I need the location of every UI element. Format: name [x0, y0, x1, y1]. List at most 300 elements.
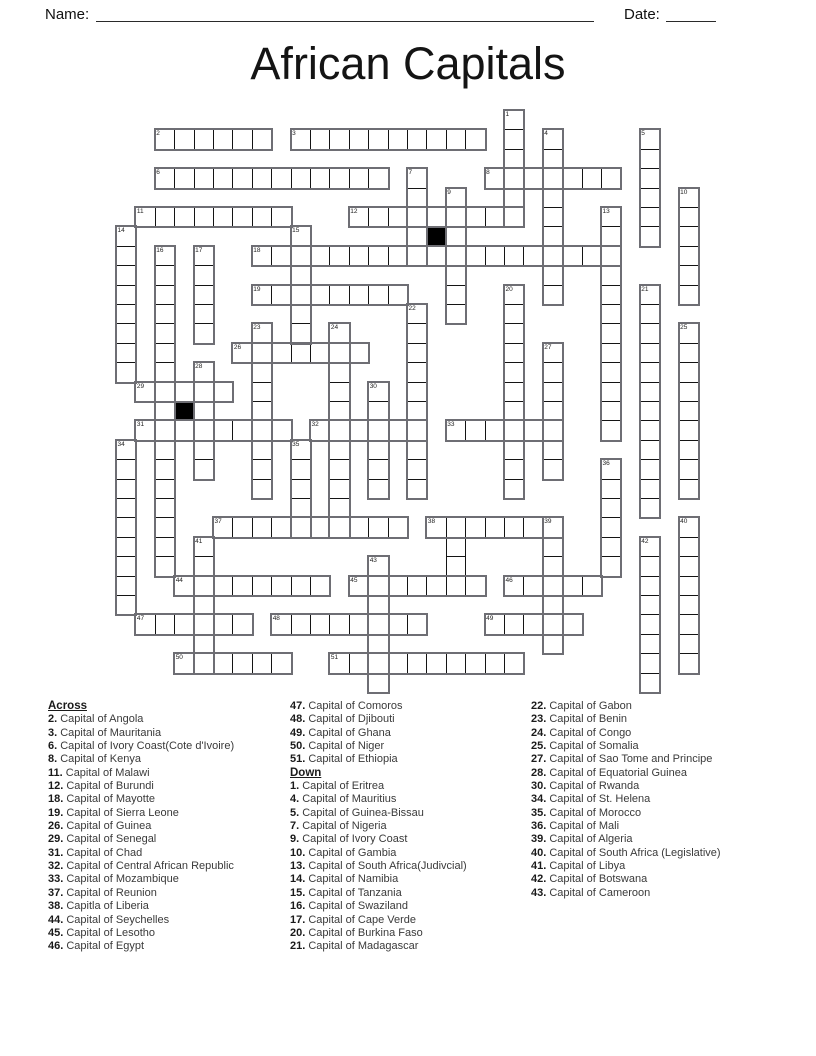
grid-cell[interactable]	[271, 517, 291, 537]
grid-cell[interactable]	[252, 168, 272, 188]
grid-cell[interactable]	[368, 673, 388, 693]
grid-cell[interactable]	[543, 362, 563, 382]
grid-cell[interactable]	[679, 459, 699, 479]
grid-cell[interactable]	[446, 576, 466, 596]
grid-cell[interactable]	[465, 129, 485, 149]
grid-cell[interactable]	[291, 265, 311, 285]
grid-cell[interactable]	[174, 576, 194, 596]
grid-cell[interactable]	[388, 517, 408, 537]
grid-cell[interactable]	[116, 323, 136, 343]
grid-cell[interactable]	[213, 129, 233, 149]
grid-cell[interactable]	[523, 246, 543, 266]
grid-cell[interactable]	[388, 420, 408, 440]
grid-cell[interactable]	[485, 653, 505, 673]
grid-cell[interactable]	[368, 634, 388, 654]
grid-cell[interactable]	[601, 420, 621, 440]
grid-cell[interactable]	[640, 440, 660, 460]
grid-cell[interactable]	[426, 129, 446, 149]
grid-cell[interactable]	[329, 323, 349, 343]
grid-cell[interactable]	[291, 168, 311, 188]
grid-cell[interactable]	[446, 304, 466, 324]
grid-cell[interactable]	[562, 246, 582, 266]
grid-cell[interactable]	[116, 285, 136, 305]
grid-cell[interactable]	[465, 653, 485, 673]
grid-cell[interactable]	[291, 517, 311, 537]
grid-cell[interactable]	[349, 653, 369, 673]
grid-cell[interactable]	[407, 382, 427, 402]
grid-cell[interactable]	[485, 207, 505, 227]
grid-cell[interactable]	[116, 440, 136, 460]
grid-cell[interactable]	[135, 420, 155, 440]
grid-cell[interactable]	[543, 420, 563, 440]
grid-cell[interactable]	[543, 265, 563, 285]
grid-cell[interactable]	[640, 168, 660, 188]
grid-cell[interactable]	[407, 304, 427, 324]
grid-cell[interactable]	[271, 420, 291, 440]
grid-cell[interactable]	[543, 226, 563, 246]
grid-cell[interactable]	[446, 556, 466, 576]
grid-cell[interactable]	[194, 246, 214, 266]
grid-cell[interactable]	[135, 207, 155, 227]
grid-cell[interactable]	[174, 420, 194, 440]
grid-cell[interactable]	[310, 168, 330, 188]
grid-cell[interactable]	[155, 265, 175, 285]
grid-cell[interactable]	[640, 576, 660, 596]
grid-cell[interactable]	[232, 653, 252, 673]
grid-cell[interactable]	[252, 459, 272, 479]
grid-cell[interactable]	[407, 188, 427, 208]
grid-cell[interactable]	[271, 207, 291, 227]
grid-cell[interactable]	[194, 614, 214, 634]
grid-cell[interactable]	[329, 362, 349, 382]
grid-cell[interactable]	[640, 188, 660, 208]
grid-cell[interactable]	[174, 129, 194, 149]
grid-cell[interactable]	[543, 459, 563, 479]
grid-cell[interactable]	[601, 459, 621, 479]
grid-cell[interactable]	[640, 653, 660, 673]
grid-cell[interactable]	[601, 362, 621, 382]
grid-cell[interactable]	[329, 653, 349, 673]
grid-cell[interactable]	[116, 304, 136, 324]
grid-cell[interactable]	[504, 129, 524, 149]
grid-cell[interactable]	[679, 401, 699, 421]
grid-cell[interactable]	[640, 129, 660, 149]
grid-cell[interactable]	[543, 614, 563, 634]
grid-cell[interactable]	[329, 498, 349, 518]
grid-cell[interactable]	[310, 576, 330, 596]
grid-cell[interactable]	[582, 576, 602, 596]
grid-cell[interactable]	[232, 420, 252, 440]
grid-cell[interactable]	[388, 614, 408, 634]
grid-cell[interactable]	[485, 614, 505, 634]
grid-cell[interactable]	[601, 343, 621, 363]
grid-cell[interactable]	[504, 149, 524, 169]
grid-cell[interactable]	[601, 207, 621, 227]
grid-cell[interactable]	[485, 168, 505, 188]
grid-cell[interactable]	[349, 285, 369, 305]
grid-cell[interactable]	[252, 285, 272, 305]
grid-cell[interactable]	[155, 459, 175, 479]
grid-cell[interactable]	[155, 401, 175, 421]
grid-cell[interactable]	[213, 382, 233, 402]
grid-cell[interactable]	[601, 517, 621, 537]
grid-cell[interactable]	[485, 420, 505, 440]
grid-cell[interactable]	[388, 129, 408, 149]
grid-cell[interactable]	[368, 420, 388, 440]
grid-cell[interactable]	[504, 362, 524, 382]
grid-cell[interactable]	[485, 517, 505, 537]
grid-cell[interactable]	[252, 323, 272, 343]
grid-cell[interactable]	[504, 440, 524, 460]
grid-cell[interactable]	[679, 576, 699, 596]
grid-cell[interactable]	[349, 207, 369, 227]
grid-cell[interactable]	[194, 323, 214, 343]
grid-cell[interactable]	[679, 285, 699, 305]
grid-cell[interactable]	[116, 265, 136, 285]
grid-cell[interactable]	[388, 653, 408, 673]
grid-cell[interactable]	[368, 595, 388, 615]
grid-cell[interactable]	[271, 576, 291, 596]
grid-cell[interactable]	[601, 498, 621, 518]
grid-cell[interactable]	[543, 595, 563, 615]
grid-cell[interactable]	[504, 168, 524, 188]
grid-cell[interactable]	[504, 285, 524, 305]
grid-cell[interactable]	[543, 556, 563, 576]
grid-cell[interactable]	[523, 420, 543, 440]
grid-cell[interactable]	[446, 207, 466, 227]
grid-cell[interactable]	[679, 634, 699, 654]
grid-cell[interactable]	[252, 382, 272, 402]
grid-cell[interactable]	[679, 537, 699, 557]
grid-cell[interactable]	[213, 420, 233, 440]
grid-cell[interactable]	[368, 168, 388, 188]
grid-cell[interactable]	[679, 556, 699, 576]
grid-cell[interactable]	[329, 479, 349, 499]
grid-cell[interactable]	[465, 246, 485, 266]
grid-cell[interactable]	[194, 420, 214, 440]
grid-cell[interactable]	[679, 653, 699, 673]
grid-cell[interactable]	[601, 246, 621, 266]
grid-cell[interactable]	[155, 168, 175, 188]
grid-cell[interactable]	[407, 576, 427, 596]
grid-cell[interactable]	[174, 168, 194, 188]
grid-cell[interactable]	[407, 343, 427, 363]
grid-cell[interactable]	[232, 168, 252, 188]
grid-cell[interactable]	[679, 323, 699, 343]
grid-cell[interactable]	[543, 343, 563, 363]
grid-cell[interactable]	[504, 517, 524, 537]
grid-cell[interactable]	[504, 576, 524, 596]
grid-cell[interactable]	[213, 168, 233, 188]
grid-cell[interactable]	[291, 498, 311, 518]
grid-cell[interactable]	[329, 343, 349, 363]
date-input-line[interactable]	[666, 6, 716, 22]
grid-cell[interactable]	[252, 653, 272, 673]
grid-cell[interactable]	[116, 479, 136, 499]
grid-cell[interactable]	[368, 207, 388, 227]
grid-cell[interactable]	[194, 595, 214, 615]
grid-cell[interactable]	[349, 517, 369, 537]
grid-cell[interactable]	[679, 207, 699, 227]
grid-cell[interactable]	[291, 459, 311, 479]
grid-cell[interactable]	[116, 246, 136, 266]
grid-cell[interactable]	[252, 420, 272, 440]
grid-cell[interactable]	[601, 285, 621, 305]
grid-cell[interactable]	[388, 246, 408, 266]
grid-cell[interactable]	[679, 595, 699, 615]
grid-cell[interactable]	[407, 614, 427, 634]
grid-cell[interactable]	[679, 265, 699, 285]
grid-cell[interactable]	[291, 479, 311, 499]
grid-cell[interactable]	[543, 537, 563, 557]
grid-cell[interactable]	[349, 246, 369, 266]
grid-cell[interactable]	[155, 246, 175, 266]
grid-cell[interactable]	[679, 614, 699, 634]
grid-cell[interactable]	[329, 129, 349, 149]
grid-cell[interactable]	[407, 401, 427, 421]
grid-cell[interactable]	[232, 207, 252, 227]
grid-cell[interactable]	[271, 653, 291, 673]
grid-cell[interactable]	[368, 576, 388, 596]
grid-cell[interactable]	[349, 168, 369, 188]
grid-cell[interactable]	[679, 517, 699, 537]
grid-cell[interactable]	[329, 517, 349, 537]
grid-cell[interactable]	[523, 168, 543, 188]
grid-cell[interactable]	[329, 459, 349, 479]
grid-cell[interactable]	[291, 323, 311, 343]
grid-cell[interactable]	[407, 226, 427, 246]
grid-cell[interactable]	[601, 479, 621, 499]
grid-cell[interactable]	[329, 382, 349, 402]
grid-cell[interactable]	[174, 207, 194, 227]
grid-cell[interactable]	[291, 576, 311, 596]
grid-cell[interactable]	[523, 614, 543, 634]
grid-cell[interactable]	[116, 498, 136, 518]
grid-cell[interactable]	[640, 420, 660, 440]
grid-cell[interactable]	[446, 226, 466, 246]
grid-cell[interactable]	[601, 226, 621, 246]
grid-cell[interactable]	[252, 576, 272, 596]
grid-cell[interactable]	[368, 517, 388, 537]
grid-cell[interactable]	[640, 479, 660, 499]
grid-cell[interactable]	[640, 343, 660, 363]
grid-cell[interactable]	[116, 537, 136, 557]
grid-cell[interactable]	[155, 382, 175, 402]
grid-cell[interactable]	[368, 246, 388, 266]
grid-cell[interactable]	[155, 556, 175, 576]
grid-cell[interactable]	[582, 246, 602, 266]
grid-cell[interactable]	[523, 576, 543, 596]
grid-cell[interactable]	[679, 420, 699, 440]
grid-cell[interactable]	[446, 285, 466, 305]
grid-cell[interactable]	[194, 401, 214, 421]
grid-cell[interactable]	[194, 265, 214, 285]
grid-cell[interactable]	[232, 129, 252, 149]
grid-cell[interactable]	[194, 459, 214, 479]
grid-cell[interactable]	[252, 517, 272, 537]
grid-cell[interactable]	[446, 246, 466, 266]
grid-cell[interactable]	[543, 517, 563, 537]
grid-cell[interactable]	[252, 207, 272, 227]
grid-cell[interactable]	[232, 343, 252, 363]
grid-cell[interactable]	[329, 401, 349, 421]
grid-cell[interactable]	[562, 614, 582, 634]
grid-cell[interactable]	[194, 304, 214, 324]
grid-cell[interactable]	[116, 556, 136, 576]
grid-cell[interactable]	[543, 576, 563, 596]
grid-cell[interactable]	[562, 168, 582, 188]
grid-cell[interactable]	[388, 576, 408, 596]
grid-cell[interactable]	[679, 226, 699, 246]
grid-cell[interactable]	[446, 129, 466, 149]
grid-cell[interactable]	[407, 246, 427, 266]
grid-cell[interactable]	[329, 614, 349, 634]
grid-cell[interactable]	[116, 576, 136, 596]
grid-cell[interactable]	[640, 285, 660, 305]
grid-cell[interactable]	[679, 479, 699, 499]
grid-cell[interactable]	[368, 614, 388, 634]
grid-cell[interactable]	[271, 168, 291, 188]
grid-cell[interactable]	[310, 614, 330, 634]
grid-cell[interactable]	[194, 440, 214, 460]
grid-cell[interactable]	[407, 479, 427, 499]
grid-cell[interactable]	[640, 556, 660, 576]
grid-cell[interactable]	[679, 362, 699, 382]
grid-cell[interactable]	[640, 382, 660, 402]
grid-cell[interactable]	[407, 362, 427, 382]
grid-cell[interactable]	[194, 576, 214, 596]
grid-cell[interactable]	[155, 285, 175, 305]
grid-cell[interactable]	[465, 207, 485, 227]
grid-cell[interactable]	[329, 440, 349, 460]
grid-cell[interactable]	[155, 207, 175, 227]
grid-cell[interactable]	[446, 653, 466, 673]
grid-cell[interactable]	[116, 459, 136, 479]
grid-cell[interactable]	[252, 343, 272, 363]
grid-cell[interactable]	[291, 226, 311, 246]
grid-cell[interactable]	[349, 343, 369, 363]
grid-cell[interactable]	[601, 265, 621, 285]
grid-cell[interactable]	[446, 537, 466, 557]
grid-cell[interactable]	[135, 382, 155, 402]
grid-cell[interactable]	[232, 517, 252, 537]
grid-cell[interactable]	[368, 440, 388, 460]
grid-cell[interactable]	[504, 304, 524, 324]
grid-cell[interactable]	[601, 304, 621, 324]
grid-cell[interactable]	[116, 595, 136, 615]
grid-cell[interactable]	[252, 246, 272, 266]
grid-cell[interactable]	[368, 401, 388, 421]
grid-cell[interactable]	[194, 129, 214, 149]
grid-cell[interactable]	[155, 440, 175, 460]
grid-cell[interactable]	[446, 517, 466, 537]
grid-cell[interactable]	[174, 653, 194, 673]
grid-cell[interactable]	[446, 265, 466, 285]
grid-cell[interactable]	[291, 343, 311, 363]
grid-cell[interactable]	[426, 246, 446, 266]
grid-cell[interactable]	[155, 129, 175, 149]
grid-cell[interactable]	[329, 285, 349, 305]
grid-cell[interactable]	[679, 188, 699, 208]
grid-cell[interactable]	[252, 440, 272, 460]
grid-cell[interactable]	[252, 129, 272, 149]
grid-cell[interactable]	[368, 285, 388, 305]
grid-cell[interactable]	[368, 653, 388, 673]
grid-cell[interactable]	[407, 440, 427, 460]
grid-cell[interactable]	[116, 226, 136, 246]
grid-cell[interactable]	[601, 537, 621, 557]
grid-cell[interactable]	[523, 517, 543, 537]
grid-cell[interactable]	[329, 246, 349, 266]
grid-cell[interactable]	[407, 207, 427, 227]
grid-cell[interactable]	[485, 246, 505, 266]
grid-cell[interactable]	[213, 653, 233, 673]
grid-cell[interactable]	[291, 304, 311, 324]
grid-cell[interactable]	[232, 576, 252, 596]
grid-cell[interactable]	[640, 459, 660, 479]
grid-cell[interactable]	[291, 129, 311, 149]
grid-cell[interactable]	[543, 634, 563, 654]
grid-cell[interactable]	[407, 420, 427, 440]
grid-cell[interactable]	[291, 440, 311, 460]
grid-cell[interactable]	[504, 188, 524, 208]
grid-cell[interactable]	[543, 149, 563, 169]
grid-cell[interactable]	[640, 323, 660, 343]
grid-cell[interactable]	[291, 246, 311, 266]
grid-cell[interactable]	[388, 285, 408, 305]
grid-cell[interactable]	[640, 614, 660, 634]
grid-cell[interactable]	[504, 207, 524, 227]
grid-cell[interactable]	[368, 459, 388, 479]
grid-cell[interactable]	[679, 382, 699, 402]
grid-cell[interactable]	[446, 188, 466, 208]
grid-cell[interactable]	[679, 343, 699, 363]
grid-cell[interactable]	[543, 382, 563, 402]
grid-cell[interactable]	[271, 246, 291, 266]
grid-cell[interactable]	[155, 323, 175, 343]
grid-cell[interactable]	[194, 556, 214, 576]
grid-cell[interactable]	[679, 246, 699, 266]
grid-cell[interactable]	[291, 614, 311, 634]
grid-cell[interactable]	[407, 323, 427, 343]
grid-cell[interactable]	[213, 576, 233, 596]
grid-cell[interactable]	[601, 323, 621, 343]
grid-cell[interactable]	[407, 459, 427, 479]
grid-cell[interactable]	[194, 634, 214, 654]
grid-cell[interactable]	[252, 401, 272, 421]
grid-cell[interactable]	[504, 479, 524, 499]
grid-cell[interactable]	[368, 382, 388, 402]
grid-cell[interactable]	[368, 479, 388, 499]
grid-cell[interactable]	[174, 614, 194, 634]
grid-cell[interactable]	[543, 285, 563, 305]
grid-cell[interactable]	[388, 207, 408, 227]
grid-cell[interactable]	[679, 440, 699, 460]
grid-cell[interactable]	[116, 343, 136, 363]
grid-cell[interactable]	[329, 420, 349, 440]
grid-cell[interactable]	[310, 517, 330, 537]
grid-cell[interactable]	[194, 382, 214, 402]
grid-cell[interactable]	[640, 207, 660, 227]
grid-cell[interactable]	[640, 498, 660, 518]
grid-cell[interactable]	[232, 614, 252, 634]
grid-cell[interactable]	[504, 110, 524, 130]
grid-cell[interactable]	[310, 420, 330, 440]
grid-cell[interactable]	[194, 285, 214, 305]
grid-cell[interactable]	[155, 614, 175, 634]
grid-cell[interactable]	[155, 479, 175, 499]
grid-cell[interactable]	[640, 673, 660, 693]
